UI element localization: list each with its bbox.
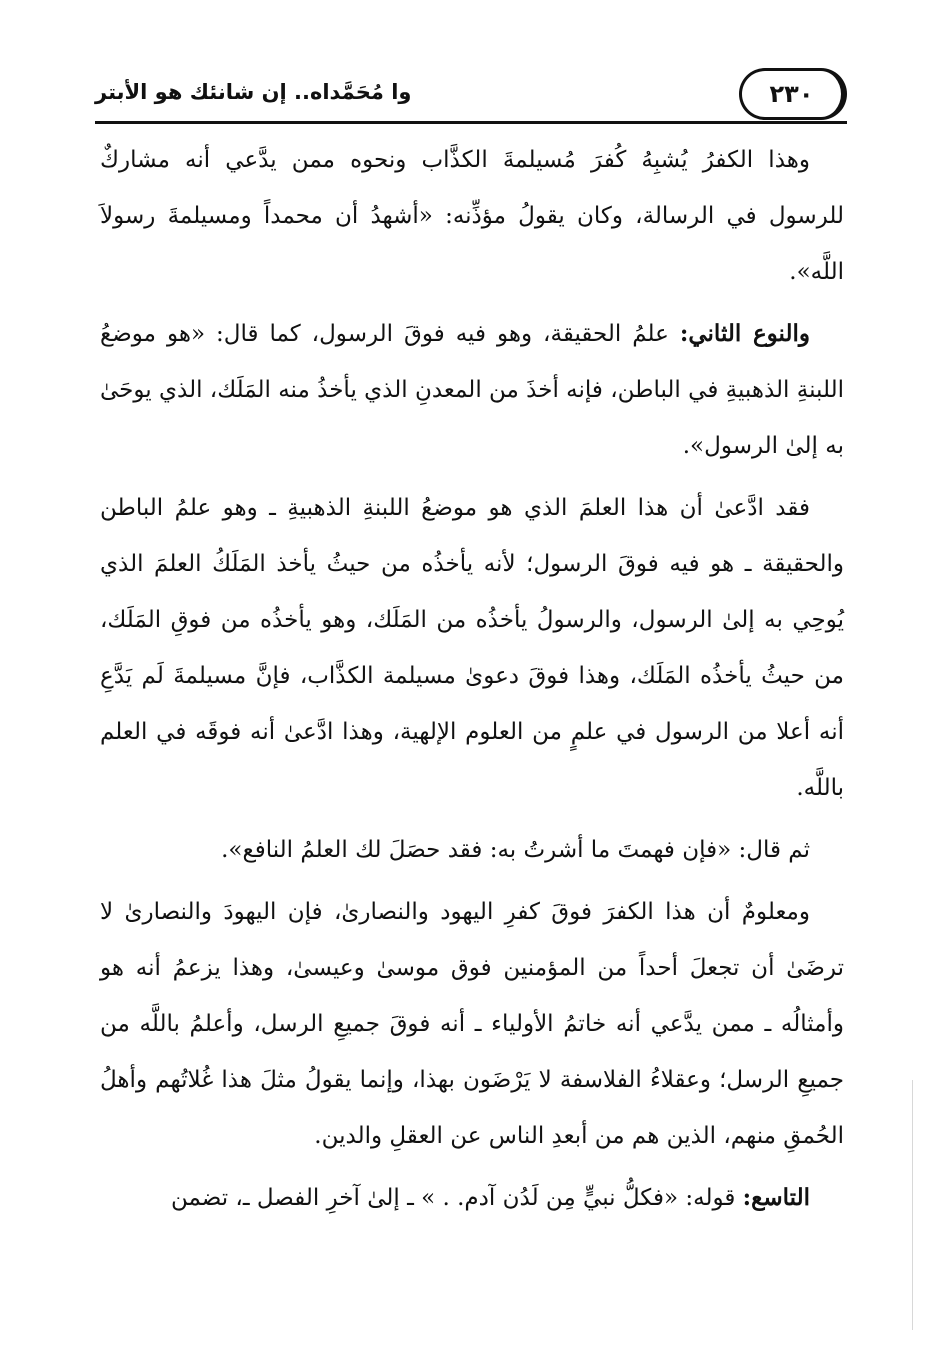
paragraph-5 <box>100 884 844 1164</box>
page-number: ٢٣٠ <box>769 80 814 108</box>
paragraph-text: فقد ادَّعىٰ أن هذا العلمَ الذي هو موضعُ اللبنةِ الذهبيةِ ـ وهو علمُ الباطن والحقيقة ـ هو فيه فوقَ الرسول؛ لأنه يأخذُه من حيثُ يأخذ المَلَكُ العلمَ الذي يُوحِي به إلىٰ الرسول، والرسولُ يأخذُه من المَلَك، وهو يأخذُه من فوقِ المَلَك، من حيثُ يأخذُه المَلَك، وهذا فوقَ دعوىٰ مسيلمة الكذَّاب، فإنَّ مسيلمةَ لَم يَدَّعِ أنه أعلا من الرسول في علمٍ من العلوم الإلهية، وهذا ادَّعىٰ أنه فوقَه في العلم باللَّه. <box>100 495 844 801</box>
scan-margin-mark <box>912 1080 913 1330</box>
paragraph-2 <box>100 306 844 474</box>
paragraph-4 <box>100 822 844 878</box>
paragraph-text: ثم قال: «فإن فهمتَ ما أشرتُ به: فقد حصَلَ لك العلمُ النافع». <box>221 837 810 863</box>
paragraph-text: ومعلومٌ أن هذا الكفرَ فوقَ كفرِ اليهود والنصارىٰ، فإن اليهودَ والنصارىٰ لا ترضَىٰ أن تجعلَ أحداً من المؤمنين فوق موسىٰ وعيسىٰ، وهذا يزعمُ أنه هو وأمثالُه ـ ممن يدَّعي أنه خاتمُ الأولياء ـ أنه فوقَ جميعِ الرسل، وأعلمُ باللَّه من جميعِ الرسل؛ وعقلاءُ الفلاسفة لا يَرْضَون بهذا، وإنما يقولُ مثلَ هذا غُلاتُهم وأهلُ الحُمقِ منهم، الذين هم من أبعدِ الناس عن العقلِ والدين. <box>100 899 844 1149</box>
page-header <box>95 62 847 124</box>
paragraph-lead: التاسع: <box>742 1184 810 1211</box>
body-text <box>100 132 844 1232</box>
paragraph-text: قوله: «فكلُّ نبيٍّ مِن لَدُن آدم. . » ـ إلىٰ آخرِ الفصل ـ، تضمن <box>170 1185 743 1211</box>
paragraph-3 <box>100 480 844 816</box>
paragraph-6 <box>100 1170 844 1226</box>
paragraph-text: علمُ الحقيقة، وهو فيه فوقَ الرسول، كما قال: «هو موضعُ اللبنةِ الذهبيةِ في الباطن، فإنه أخذَ من المعدنِ الذي يأخذُ منه المَلَك، الذي يوحَىٰ به إلىٰ الرسول». <box>100 321 844 459</box>
paragraph-lead: والنوع الثاني: <box>679 320 811 347</box>
paragraph-1 <box>100 132 844 300</box>
page-number-frame <box>739 68 847 120</box>
paragraph-text: وهذا الكفرُ يُشبِهُ كُفرَ مُسيلمةَ الكذَّاب ونحوه ممن يدَّعي أنه مشاركٌ للرسول في الرسالة، وكان يقولُ مؤذِّنه: «أشهدُ أن محمداً ومسيلمةَ رسولاَ اللَّه». <box>100 147 844 285</box>
running-title: وا مُحَمَّداه.. إن شانئك هو الأبتر <box>95 80 412 104</box>
header-rule <box>95 121 847 124</box>
